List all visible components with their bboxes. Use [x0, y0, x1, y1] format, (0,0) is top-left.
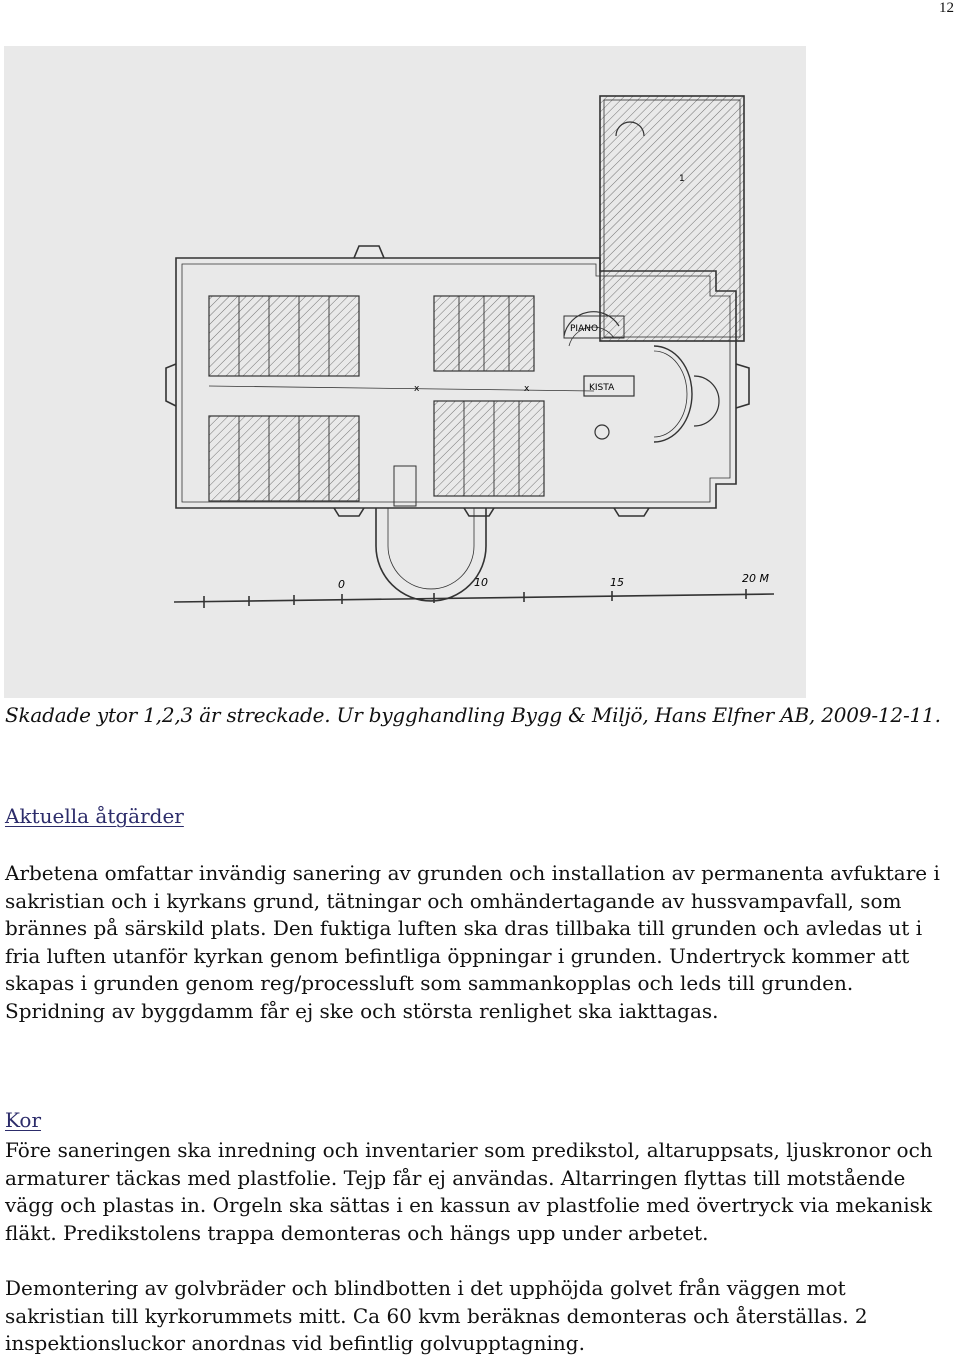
damage-mark-1: 1: [679, 174, 685, 184]
paragraph-kor-1: Före saneringen ska inredning och inventarier som predikstol, altaruppsats, ljuskronor och armaturer täckas med plastfolie. Tejp får ej användas. Altarringen flyttas till motstående vägg och plastas in. Orgeln ska sättas i en kassun av plastfolie med övertryck via mekanisk fläkt. Predikstolens trappa demonteras och hängs upp under arbetet.: [5, 1138, 933, 1245]
paragraph-actions: Arbetena omfattar invändig sanering av grunden och installation av permanenta avfuktare i sakristian och i kyrkans grund, tätningar och omhändertagande av hussvampavfall, som brännes på särskild plats. Den fuktiga luften ska dras tillbaka till grunden och avledas ut i fria luften utanför kyrkan genom befintliga öppningar i grunden. Undertryck kommer att skapas i grunden genom reg/processluft som sammankopplas och leds till grunden. Spridning av byggdamm får ej ske och största renlighet ska iakttagas.: [5, 861, 940, 1023]
damage-mark-2: x: [414, 384, 420, 394]
paragraph-kor-2: Demontering av golvbräder och blindbotten i det upphöjda golvet från väggen mot sakristian till kyrkorummets mitt. Ca 60 kvm beräknas demonteras och återställas. 2 inspektionsluckor anordnas vid befintlig golvupptagning.: [5, 1276, 868, 1355]
scale-label-10: 10: [474, 576, 488, 589]
scale-label-15: 15: [610, 576, 624, 589]
scale-bar: [174, 589, 774, 608]
piano-label: PIANO: [570, 324, 599, 334]
floor-plan-drawing: [4, 46, 806, 698]
scale-label-0: 0: [338, 578, 345, 591]
sacristy-room: [600, 96, 744, 341]
damage-mark-3: x: [524, 384, 530, 394]
scale-label-20: 20 M: [742, 572, 769, 585]
section-heading-actions: Aktuella åtgärder: [5, 804, 184, 828]
kista-label: KISTA: [589, 383, 615, 393]
floor-plan-figure: [4, 46, 806, 698]
figure-caption: Skadade ytor 1,2,3 är streckade. Ur bygghandling Bygg & Miljö, Hans Elfner AB, 2009-12-11.: [5, 703, 941, 727]
section-heading-kor: Kor: [5, 1108, 42, 1132]
page-number: 12: [939, 0, 954, 16]
